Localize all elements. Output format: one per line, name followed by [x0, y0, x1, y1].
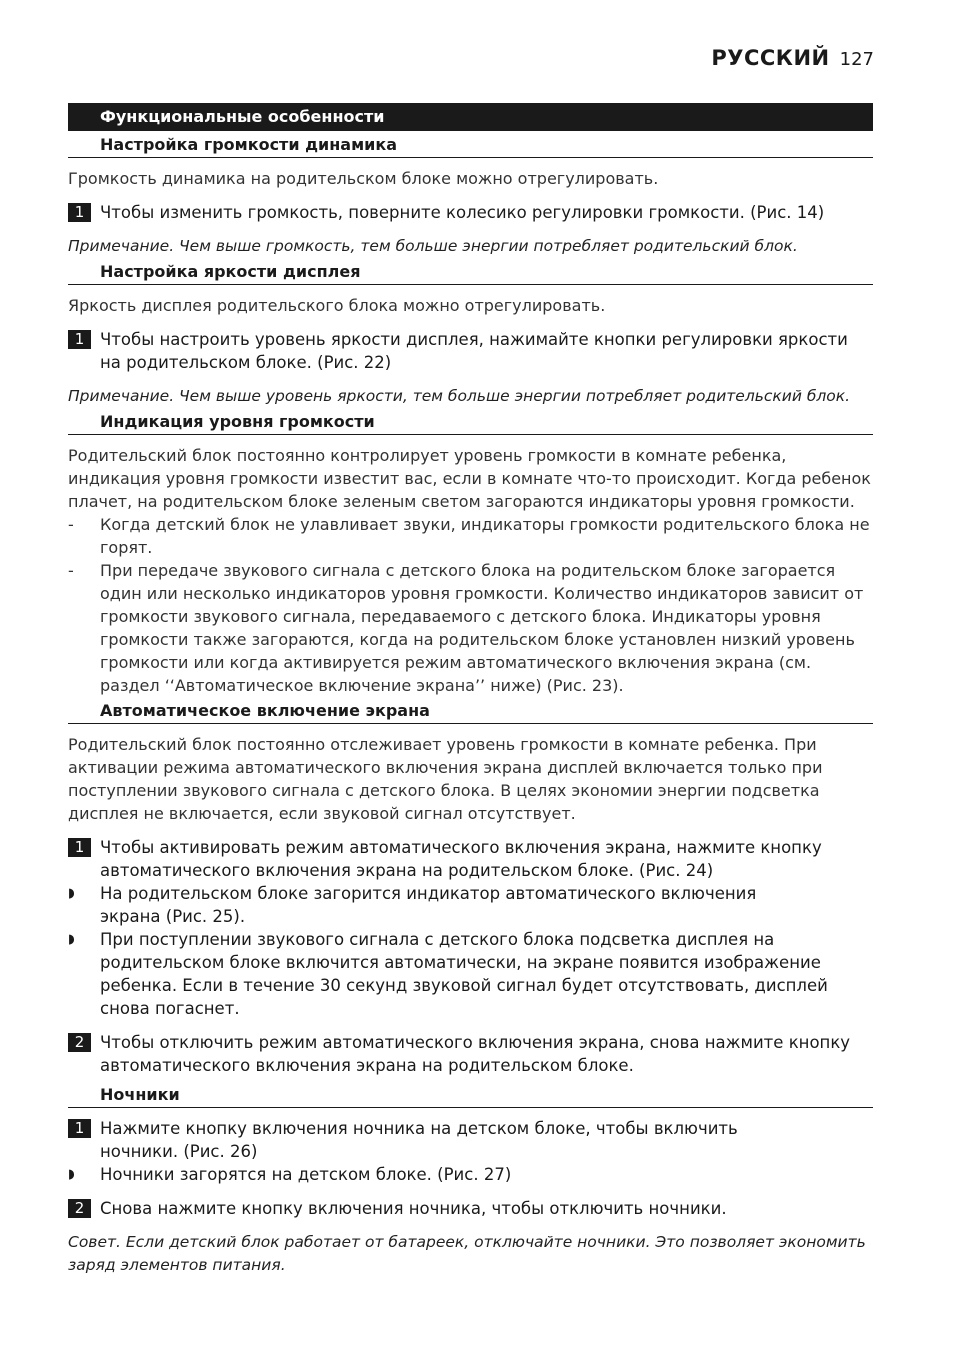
step-text: Чтобы активировать режим автоматического включения экрана, нажмите кнопку автоматического включения экрана на родительском блоке. (Рис. 24) [100, 838, 822, 880]
auto-step-2 [68, 1031, 873, 1077]
page-content [68, 103, 873, 1277]
subsection-brightness: Настройка яркости дисплея [68, 258, 873, 285]
result-arrow-icon: ◗ [68, 1167, 75, 1182]
dash-marker: - [68, 515, 74, 534]
level-bullet-2 [68, 559, 873, 697]
dash-marker: - [68, 561, 74, 580]
section-title: Функциональные особенности [68, 103, 873, 131]
step-text: Чтобы отключить режим автоматического включения экрана, снова нажмите кнопку автоматического включения экрана на родительском блоке. [100, 1033, 851, 1075]
result-text: На родительском блоке загорится индикатор автоматического включения экрана (Рис. 25). [100, 884, 757, 926]
subsection-auto-screen: Автоматическое включение экрана [68, 697, 873, 724]
step-number: 1 [68, 1119, 91, 1138]
step-text: Чтобы настроить уровень яркости дисплея, нажимайте кнопки регулировки яркости на родительском блоке. (Рис. 22) [100, 330, 848, 372]
step-number: 2 [68, 1199, 91, 1218]
brightness-intro: Яркость дисплея родительского блока можно отрегулировать. [68, 296, 606, 315]
step-number: 2 [68, 1033, 91, 1052]
result-text: При поступлении звукового сигнала с детского блока подсветка дисплея на родительском блоке включится автоматически, на экране появится изображение ребенка. Если в течение 30 секунд звуковой сигнал будет отсутствовать, дисплей снова погаснет. [100, 930, 828, 1018]
night-step-2 [68, 1197, 873, 1220]
subsection-volume-level: Индикация уровня громкости [68, 408, 873, 435]
night-result-1 [68, 1163, 873, 1186]
step-number: 1 [68, 203, 91, 222]
brightness-step-1 [68, 328, 873, 374]
result-text: Ночники загорятся на детском блоке. (Рис. 27) [100, 1165, 512, 1184]
brightness-note: Примечание. Чем выше уровень яркости, тем больше энергии потребляет родительский блок. [68, 387, 851, 405]
step-text: Нажмите кнопку включения ночника на детском блоке, чтобы включить ночники. (Рис. 26) [100, 1119, 738, 1161]
auto-intro: Родительский блок постоянно отслеживает уровень громкости в комнате ребенка. При активации режима автоматического включения экрана дисплей включается только при поступлении звукового сигнала с детского блока. В целях экономии энергии подсветка дисплея не включается, если звуковой сигнал отсутствует. [68, 735, 823, 823]
subsection-speaker-volume: Настройка громкости динамика [68, 131, 873, 158]
page-number: 127 [839, 49, 874, 70]
step-text: Чтобы изменить громкость, поверните колесико регулировки громкости. (Рис. 14) [100, 203, 825, 222]
night-step-1 [68, 1117, 873, 1163]
level-bullet-1 [68, 513, 873, 559]
bullet-text: При передаче звукового сигнала с детского блока на родительском блоке загорается один или несколько индикаторов уровня громкости. Количество индикаторов зависит от громкости звукового сигнала, передаваемого с детского блока. Индикаторы уровня громкости также загораются, когда на родительском блоке установлен низкий уровень громкости или когда активируется режим автоматического включения экрана (см. раздел ‘‘Автоматическое включение экрана’’ ниже) (Рис. 23). [100, 561, 864, 695]
level-intro: Родительский блок постоянно контролирует уровень громкости в комнате ребенка, индикация уровня громкости известит вас, если в комнате что-то происходит. Когда ребенок плачет, на родительском блоке зеленым светом загораются индикаторы уровня громкости. [68, 446, 871, 511]
night-tip: Совет. Если детский блок работает от батареек, отключайте ночники. Это позволяет экономить заряд элементов питания. [68, 1233, 866, 1274]
step-text: Снова нажмите кнопку включения ночника, чтобы отключить ночники. [100, 1199, 727, 1218]
page-header [711, 46, 874, 70]
language-label: РУССКИЙ [711, 46, 830, 70]
result-arrow-icon: ◗ [68, 886, 75, 901]
auto-step-1 [68, 836, 873, 882]
speaker-intro: Громкость динамика на родительском блоке можно отрегулировать. [68, 169, 659, 188]
result-arrow-icon: ◗ [68, 932, 75, 947]
auto-result-2 [68, 928, 873, 1020]
step-number: 1 [68, 838, 91, 857]
step-number: 1 [68, 330, 91, 349]
speaker-note: Примечание. Чем выше громкость, тем больше энергии потребляет родительский блок. [68, 237, 798, 255]
speaker-step-1 [68, 201, 873, 224]
auto-result-1 [68, 882, 873, 928]
subsection-night-lights: Ночники [68, 1081, 873, 1108]
bullet-text: Когда детский блок не улавливает звуки, индикаторы громкости родительского блока не горят. [100, 515, 870, 557]
